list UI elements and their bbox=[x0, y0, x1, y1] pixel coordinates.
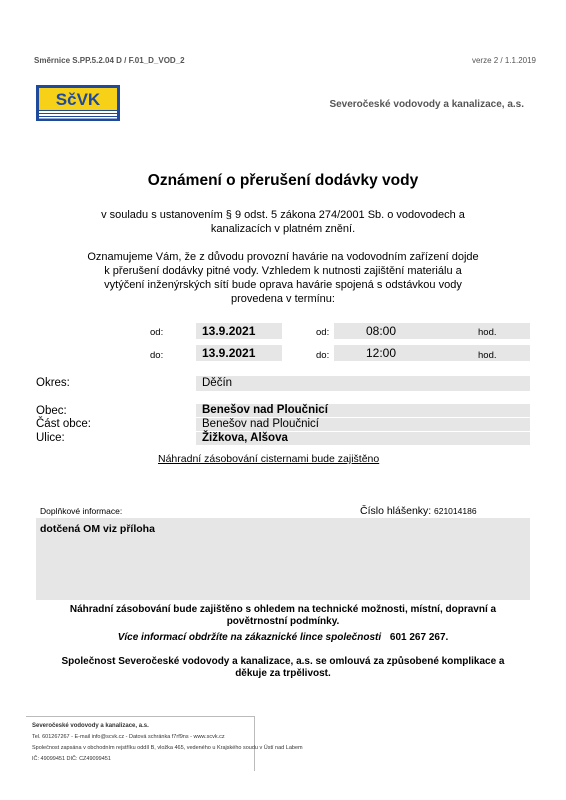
report-number-label: Číslo hlášenky: bbox=[360, 505, 432, 517]
additional-info-label: Doplňkové informace: bbox=[40, 506, 123, 516]
company-name: Severočeské vodovody a kanalizace, a.s. bbox=[329, 99, 524, 110]
legal-line-1: v souladu s ustanovením § 9 odst. 5 zákona 274/2001 Sb. o vodovodech a bbox=[101, 209, 465, 221]
phone-number[interactable]: 601 267 267. bbox=[389, 632, 449, 643]
from-time-field bbox=[334, 323, 530, 339]
legal-line-2: kanalizacích v platném znění. bbox=[210, 223, 356, 235]
additional-info-text: dotčená OM viz příloha bbox=[40, 523, 155, 535]
to-time-field bbox=[334, 345, 530, 361]
district-value: Děčín bbox=[202, 377, 233, 389]
supply-line-2: povětrnostní podmínky. bbox=[226, 616, 340, 627]
directive-code: Směrnice S.PP.5.2.04 D / F.01_D_VOD_2 bbox=[34, 56, 185, 65]
logo-text: SčVK bbox=[55, 90, 101, 109]
municipality-label: Obec: bbox=[36, 405, 67, 417]
page-title: Oznámení o přerušení dodávky vody bbox=[147, 172, 419, 189]
footer-ids: IČ: 49099451 DIČ: CZ49099451 bbox=[32, 756, 111, 762]
part-value: Benešov nad Ploučnicí bbox=[202, 418, 319, 430]
district-label: Okres: bbox=[36, 377, 70, 389]
info-text: Více informací obdržíte na zákaznické lince společnosti bbox=[117, 632, 382, 643]
hours-label-1: hod. bbox=[478, 327, 497, 338]
from-date-value: 13.9.2021 bbox=[202, 324, 256, 338]
to-time-label: do: bbox=[316, 350, 330, 361]
cistern-note: Náhradní zásobování cisternami bude zajištěno bbox=[158, 453, 380, 465]
street-label: Ulice: bbox=[36, 432, 65, 444]
from-time-value: 08:00 bbox=[366, 324, 397, 338]
supply-line-1: Náhradní zásobování bude zajištěno s ohledem na technické možnosti, místní, dopravní a bbox=[69, 604, 497, 615]
street-value: Žižkova, Alšova bbox=[202, 432, 288, 444]
notice-line-4: provedena v termínu: bbox=[231, 293, 335, 305]
to-time-value: 12:00 bbox=[366, 346, 397, 360]
scvk-logo-icon bbox=[36, 85, 120, 121]
district-field bbox=[196, 376, 530, 391]
apology-line-1: Společnost Severočeské vodovody a kanalizace, a.s. se omlouvá za způsobené komplikace a bbox=[61, 656, 505, 667]
municipality-value: Benešov nad Ploučnicí bbox=[202, 404, 328, 416]
from-date-label: od: bbox=[150, 327, 164, 338]
report-number-value: 621014186 bbox=[434, 506, 477, 516]
notice-line-1: Oznamujeme Vám, že z důvodu provozní havárie na vodovodním zařízení dojde bbox=[87, 251, 479, 263]
apology-line-2: děkuje za trpělivost. bbox=[235, 668, 331, 679]
info-line bbox=[0, 632, 566, 643]
scvk-logo bbox=[36, 85, 120, 121]
to-date-label: do: bbox=[150, 350, 164, 361]
to-date-value: 13.9.2021 bbox=[202, 346, 256, 360]
part-label: Část obce: bbox=[36, 418, 91, 430]
from-time-label: od: bbox=[316, 327, 330, 338]
notice-line-2: k přerušení dodávky pitné vody. Vzhledem k nutnosti zajištění materiálu a bbox=[104, 265, 462, 277]
footer-company-name: Severočeské vodovody a kanalizace, a.s. bbox=[32, 723, 149, 729]
notice-line-3: vytýčení inženýrských sítí bude oprava havárie spojená s odstávkou vody bbox=[104, 279, 462, 291]
footer-contact: Tel. 601267267 - E-mail info@scvk.cz - Datová schránka f7rf9ns - www.scvk.cz bbox=[32, 734, 225, 740]
version-label: verze 2 / 1.1.2019 bbox=[471, 56, 536, 65]
footer-registry: Společnost zapsána v obchodním rejstříku oddíl B, vložka 465, vedeného u Krajského soudu v Ústí nad Labem bbox=[32, 745, 303, 751]
hours-label-2: hod. bbox=[478, 350, 497, 361]
